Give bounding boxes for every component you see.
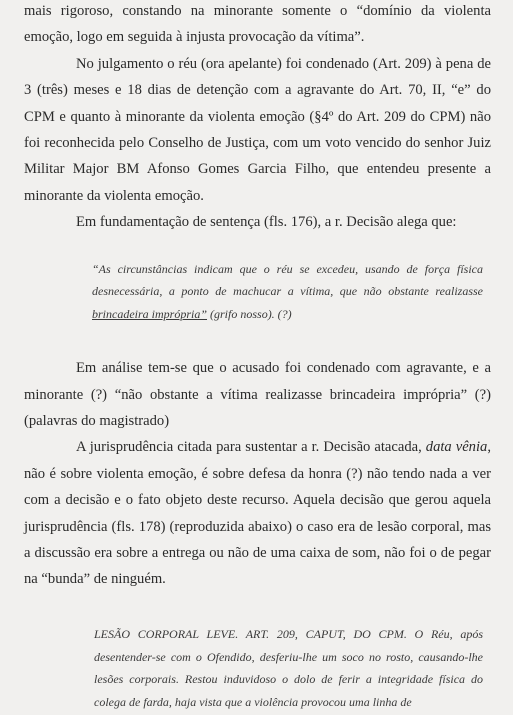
quote-sentence-underlined: brincadeira imprópria” — [92, 306, 208, 321]
quote-sentence-main: “As circunstâncias indicam que o réu se excedeu, usando de força física desnecessária, a ponto de machucar a vítima, que não obstante realizasse — [92, 261, 483, 299]
paragraph-5-after: , não é sobre violenta emoção, é sobre defesa da honra (?) não tendo nada a ver com a decisão e o fato objeto deste recurso. Aquela decisão que gerou aquela jurisprudência (fls. 178) (reproduzida abaixo) o caso era de lesão corporal, mas a discussão era sobre a entrega ou não de uma caixa de som, não foi o de pegar na “bunda” de ninguém. — [24, 439, 491, 588]
quote-sentence-tail: (grifo nosso). (?) — [207, 306, 292, 321]
quote-jurisprudence: LESÃO CORPORAL LEVE. ART. 209, CAPUT, DO CPM. O Réu, após desentender-se com o Ofendido, desferiu-lhe um soco no rosto, causando-lhe lesões corporais. Restou induvidoso o dolo de ferir a integridade física do colega de farda, haja vista que a violência provocou uma linha de — [94, 626, 483, 710]
paragraph-4: Em análise tem-se que o acusado foi condenado com agravante, e a minorante (?) “não obstante a vítima realizasse brincadeira imprópria” (?) (palavras do magistrado) — [24, 360, 491, 429]
quote-sentence — [92, 258, 483, 326]
paragraph-5 — [24, 434, 491, 592]
paragraph-2: No julgamento o réu (ora apelante) foi condenado (Art. 209) à pena de 3 (três) meses e 18 dias de detenção com a agravante do Art. 70, II, “e” do CPM e quanto à minorante da violenta emoção (§4º do Art. 209 do CPM) não foi reconhecida pelo Conselho de Justiça, com um voto vencido do senhor Juiz Militar Major BM Afonso Gomes Garcia Filho, que entendeu presente a minorante da violenta emoção. — [24, 55, 491, 204]
paragraph-5-before: A jurisprudência citada para sustentar a r. Decisão atacada, — [76, 439, 426, 456]
paragraph-3: Em fundamentação de sentença (fls. 176), a r. Decisão alega que: — [76, 214, 457, 231]
paragraph-1: mais rigoroso, constando na minorante somente o “domínio da violenta emoção, logo em seguida à injusta provocação da vítima”. — [24, 3, 491, 46]
paragraph-5-italic: data vênia — [425, 439, 488, 456]
